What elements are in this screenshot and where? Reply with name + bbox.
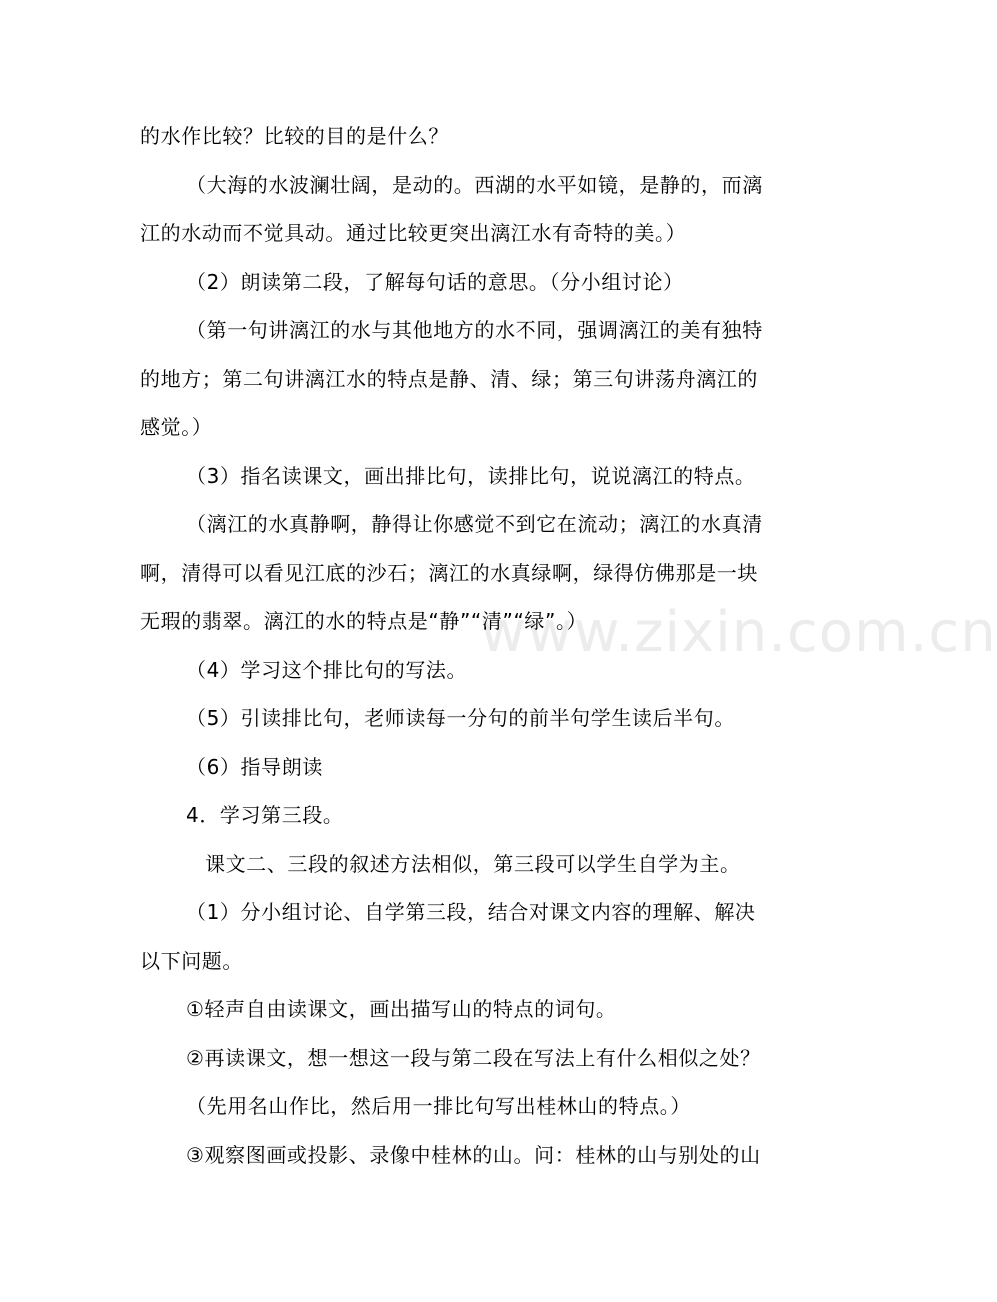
text-line: （先用名山作比，然后用一排比句写出桂林山的特点。）: [186, 1094, 691, 1118]
text-line: ①轻声自由读课文，画出描写山的特点的词句。: [186, 997, 617, 1021]
text-line: 课文二、三段的叙述方法相似，第三段可以学生自学为主。: [205, 852, 741, 876]
text-line: （5）引读排比句，老师读每一分句的前半句学生读后半句。: [186, 706, 735, 730]
text-line: （漓江的水真静啊，静得让你感觉不到它在流动；漓江的水真清: [186, 512, 763, 536]
text-line: 感觉。）: [140, 415, 213, 439]
text-line: （4）学习这个排比句的写法。: [186, 658, 468, 682]
text-line: ③观察图画或投影、录像中桂林的山。问：桂林的山与别处的山: [186, 1143, 761, 1167]
text-line: 4．学习第三段。: [186, 803, 344, 827]
text-line: 的水作比较？比较的目的是什么？: [140, 124, 449, 148]
text-line: 无瑕的翡翠。漓江的水的特点是“静”“清”“绿”。）: [140, 609, 588, 633]
watermark: www.zixin.com.cn: [480, 600, 997, 665]
text-line: 江的水动而不觉具动。通过比较更突出漓江水有奇特的美。）: [140, 221, 687, 245]
text-line: 的地方；第二句讲漓江水的特点是静、清、绿；第三句讲荡舟漓江的: [140, 367, 758, 391]
text-line: （2）朗读第二段，了解每句话的意思。（分小组讨论）: [186, 270, 684, 294]
text-line: （6）指导朗读: [186, 755, 323, 779]
text-line: 以下问题。: [140, 949, 243, 973]
text-line: （第一句讲漓江的水与其他地方的水不同，强调漓江的美有独特: [186, 318, 763, 342]
text-line: （大海的水波澜壮阔，是动的。西湖的水平如镜，是静的，而漓: [186, 173, 763, 197]
text-line: 啊，清得可以看见江底的沙石；漓江的水真绿啊，绿得仿佛那是一块: [140, 561, 758, 585]
text-line: ②再读课文，想一想这一段与第二段在写法上有什么相似之处？: [186, 1046, 761, 1070]
text-line: （3）指名读课文，画出排比句，读排比句，说说漓江的特点。: [186, 464, 756, 488]
text-line: （1）分小组讨论、自学第三段，结合对课文内容的理解、解决: [186, 900, 756, 924]
